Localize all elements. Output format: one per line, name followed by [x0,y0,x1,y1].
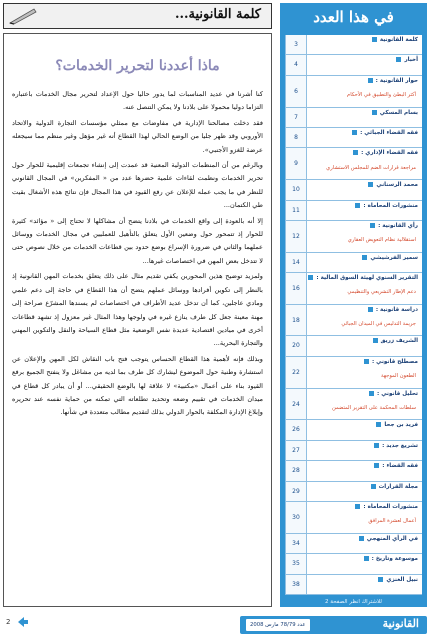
toc-page-number: 4 [285,55,307,74]
editorial-paragraph: وبذلك فإنه لأهمية هذا القطاع الحساس يتوجب فتح باب النقاش لكل المهن والإعلان عن استشارة وطنية حول الموضوع ليشارك كل طرف بما لديه من مشاغل ولا ينفتح الجميع برفع القيود بناء على أعمال «مكتبية» لا علاقة لها بالوضع الحقيقي... أو أن يبادر كل قطاع في ميدان الخدمات في تقييم وضعه وتحديد تطلعاته التي تمكنه من حماية نفسه عند تحريره وإبلاغ الإدارة المكلفة بالحوار الدولي بذلك لتقديم مطالب متعددة في شأنها. [12,354,263,417]
toc-page-number: 35 [285,554,307,573]
toc-page-number: 29 [285,482,307,501]
toc-section-title: سمير الفرشيشي [362,254,418,263]
toc-section-title: فقه القضاء الجبائي : [352,129,418,138]
toc-item [285,128,422,148]
toc-item [285,76,422,108]
toc-page-number: 27 [285,441,307,460]
toc-page-number: 28 [285,461,307,480]
toc-title: في هذا العدد [313,8,394,26]
toc-subscription-note: للاشتراك انظر الصفحة 2 [325,599,382,605]
editorial-title: ماذا أعددنا لتحرير الخدمات؟ [55,58,220,74]
toc-section-title: فقه القضاء الإداري : [353,149,418,158]
toc-item [285,482,422,502]
toc-page-number: 6 [285,76,307,107]
toc-section-title: أخبار [396,56,418,65]
toc-item [285,534,422,554]
toc-page-number: 24 [285,389,307,420]
page-footer [0,612,430,640]
toc-subtitle: الطعون الموجهة [381,373,416,380]
editorial-header [3,3,272,29]
editorial-heading: كلمة القانونية... [174,7,261,22]
toc-item [285,180,422,200]
toc-item [285,253,422,273]
toc-page-number: 18 [285,305,307,336]
toc-subtitle: أعمال لعشرة المرافق [368,518,416,525]
toc-item [285,357,422,389]
toc-section-title: كلمة القانونية [372,36,418,45]
editorial-body [12,88,263,420]
toc-subtitle: استقلالية نظام التعويض العقاري [347,237,416,244]
toc-section-title: حوار القانونية : [368,77,418,86]
toc-item [285,108,422,128]
toc-section-title: محمد الرسناني [368,181,418,190]
toc-item [285,148,422,180]
toc-section-title: تحليل قانوني : [369,390,418,399]
toc-page-number: 16 [285,273,307,304]
toc-item [285,420,422,440]
toc-page-number: 3 [285,35,307,54]
toc-section-title: موسوعة وتاريخ : [364,555,418,564]
editorial-paragraph: فقد دخلت مصالحنا الإدارية في مفاوضات مع ممثلي مؤسسات التجارة الدولية والاتحاد الأوروبي وقد ظهر جليا من الوضع الحالي لهذا القطاع أنه غير مؤهل وغير منظم مما سيجعله عرضة للغزو الأجنبي». [12,118,263,154]
toc-section-title: التقرير السنوي لهيئة السوق المالية : [308,274,418,283]
toc-section-title: في الرأي المنهجي [359,535,418,544]
issue-info: عدد 78/79 مارس 2008 [246,619,310,631]
toc-subtitle: دعم الإطار التشريعي والتنظيمي [347,289,416,296]
toc-section-title: دراسة قانونية : [368,306,418,315]
toc-section-title: فقه القضاء : [374,462,418,471]
toc-item [285,441,422,461]
toc-section-title: منشورات المحاماة : [355,202,418,211]
toc-subtitle: سلطات المحكمة على التقرير المتضمن [332,404,416,411]
toc-page-number: 30 [285,502,307,533]
toc-item [285,273,422,305]
editorial-paragraph: وبالرغم من أن المنظمات الدولية المعنية قد عمدت إلى إنشاء تجمعات إقليمية للحوار حول تحرير الخدمات ونظمت لقاءات علمية حضرها عدد من « المفكرين» في المجال القانوني للنظر في ما يجب عمله للإعلان عن رفع القيود في هذا المجال فإن نتائج هذه الأشغال بقيت طي الكتمان... [12,161,263,210]
toc-item [285,221,422,253]
toc-page-number: 11 [285,201,307,220]
toc-page-number: 22 [285,357,307,388]
toc-item [285,554,422,574]
toc-section-title: مجلة القرارات [371,483,418,492]
toc-subtitle: أكثر البطئ والتطبيق في الأحكام [347,92,416,99]
toc-section-title: فريد بن جحا [376,421,418,430]
editorial-paragraph: ولمزيد توضيح هذين المحورين يكفي تقديم مثال على ذلك يتعلق بخدمات المهن القانونية إذ بالنظر إلى تكوين أفرادها ووسائل عملهم يتضح أن هذا القطاع في حاجة إلى دعم علمي ومادي عاجلين، كما أن تدخل عديد الأطراف في اختصاصات لم يسندها المشرّع صراحة إلى مهنة معينة جعل كل طرف ينازع غيره في ولوجها وهذا المثال غير معزول إذ تشهد قطاعات أخرى في ميادين اقتصادية عديدة نفس الوضعية مثل قطاع السياحة والنقل والتكوين المهني والتجارة البحرية... [12,272,263,348]
toc-item [285,502,422,534]
toc-page-number: 38 [285,575,307,594]
quill-pen-icon [8,7,38,25]
table-of-contents [280,3,427,607]
toc-item [285,389,422,421]
toc-subtitle: مراجعة قرارات الضم للمجلس الاستشاري [326,164,416,171]
magazine-logo: القانونية [382,617,419,630]
toc-page-number: 20 [285,336,307,355]
toc-item [285,55,422,75]
toc-page-number: 26 [285,420,307,439]
toc-section-title: منشورات المحاماة : [355,503,418,512]
editorial-paragraph: إلا أنه بالعودة إلى واقع الخدمات في بلادنا يتضح أن مشاكلها لا تحتاج إلى « مؤائد» كثيرة للحوار إذ تتمحور حول وضعين الأول يتعلق بالتأهيل للعمليين في مجال الخدمات ووسائل عملهما والثاني في ضرورة الإسراع بوضع حدود بين قطاعات الخدمات من خلال نصوص حتى لا تتدخل بعض المهن في اختصاصات غيرها... [12,216,263,265]
toc-list [285,35,422,595]
toc-page-number: 34 [285,534,307,553]
editorial-paragraph: كنا أشرنا في عديد المناسبات لما يدور حاليا حول الإعداد لتحرير مجال الخدمات باعتباره التزاما دوليا محمولا على بلادنا ولا يمكن التنصل عنه. [12,90,263,112]
toc-item [285,336,422,356]
toc-section-title: رأي القانونية : [370,222,418,231]
arrow-icon [17,616,29,628]
toc-page-number: 14 [285,253,307,272]
toc-page-number: 7 [285,108,307,127]
toc-section-title: بسام المسكي [372,109,418,118]
toc-page-number: 8 [285,128,307,147]
toc-item [285,201,422,221]
editorial-frame [3,33,272,607]
editorial-panel [3,3,272,607]
toc-section-title: تشريع جديد : [374,442,418,451]
toc-section-title: الشريف زريق [373,337,418,346]
toc-item [285,305,422,337]
toc-item [285,35,422,55]
toc-item [285,575,422,595]
footer-bar [240,616,427,634]
toc-item [285,461,422,481]
toc-page-number: 10 [285,180,307,199]
toc-section-title: نبيل الغنزي [378,576,418,585]
toc-subtitle: جريمة التدليس في الميدان الجبائي [341,321,416,328]
toc-page-number: 12 [285,221,307,252]
toc-page-number: 9 [285,148,307,179]
page-number: 2 [6,618,11,626]
toc-section-title: مصطلح قانوني : [364,358,418,367]
